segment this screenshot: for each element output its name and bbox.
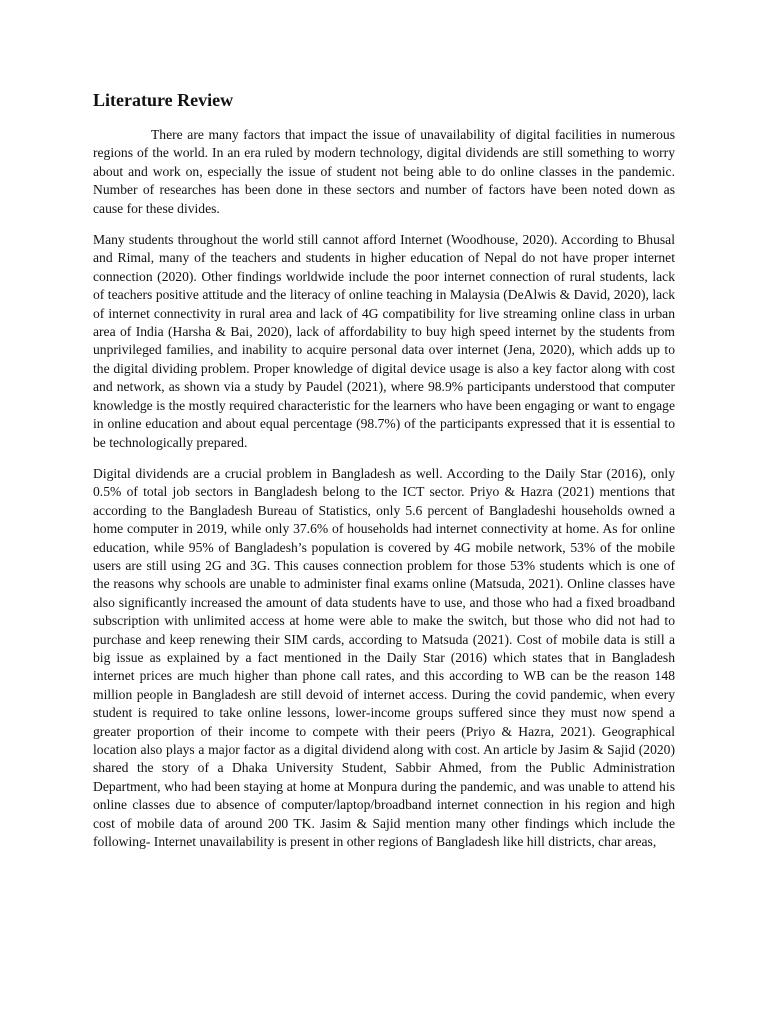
paragraph-global-findings: Many students throughout the world still cannot afford Internet (Woodhouse, 2020). According to Bhusal and Rimal, many of the teachers and students in higher education of Nepal do not have proper internet connection (2020). Other findings worldwide include the poor internet connection of rural students, lack of teachers positive attitude and the literacy of online teaching in Malaysia (DeAlwis & David, 2020), lack of internet connectivity in rural area and lack of 4G compatibility for live streaming online class in urban area of India (Harsha & Bai, 2020), lack of affordability to buy high speed internet by the students from unprivileged families, and inability to acquire personal data over internet (Jena, 2020), which adds up to the digital dividing problem. Proper knowledge of digital device usage is also a key factor along with cost and network, as shown via a study by Paudel (2021), where 98.9% participants understood that computer knowledge is the mostly required characteristic for the learners who have been engaging or want to engage in online education and about equal percentage (98.7%) of the participants expressed that it is essential to be technologically prepared. bbox=[93, 232, 675, 450]
paragraph-intro: There are many factors that impact the issue of unavailability of digital facilities in numerous regions of the world. In an era ruled by modern technology, digital dividends are still something to worry about and work on, especially the issue of student not being able to do online classes in the pandemic. Number of researches has been done in these sectors and number of factors have been noted down as cause for these divides. bbox=[93, 127, 675, 216]
document-page bbox=[93, 86, 675, 864]
paragraph-bangladesh: Digital dividends are a crucial problem in Bangladesh as well. According to the Daily Star (2016), only 0.5% of total job sectors in Bangladesh belong to the ICT sector. Priyo & Hazra (2021) mentions that according to the Bangladesh Bureau of Statistics, only 5.6 percent of Bangladeshi households owned a home computer in 2019, while only 37.6% of households had internet connectivity at home. As for online education, while 95% of Bangladesh’s population is covered by 4G mobile network, 53% of the mobile users are still using 2G and 3G. This causes connection problem for those 53% students which is one of the reasons why schools are unable to administer final exams online (Matsuda, 2021). Online classes have also significantly increased the amount of data students have to use, and those who had a fixed broadband subscription with unlimited access at home were able to make the switch, but those who did not had to purchase and keep renewing their SIM cards, according to Matsuda (2021). Cost of mobile data is still a big issue as explained by a fact mentioned in the Daily Star (2016) which states that in Bangladesh internet prices are much higher than phone call rates, and this according to WB can be the reason 148 million people in Bangladesh are still devoid of internet access. During the covid pandemic, when every student is required to take online lessons, lower-income groups suffered since they must now spend a greater proportion of their income to compete with their peers (Priyo & Hazra, 2021). Geographical location also plays a major factor as a digital dividend along with cost. An article by Jasim & Sajid (2020) shared the story of a Dhaka University Student, Sabbir Ahmed, from the Public Administration Department, who had been staying at home at Monpura during the pandemic, and was unable to attend his online classes due to absence of computer/laptop/broadband internet connection in his region and high cost of mobile data of around 200 TK. Jasim & Sajid mention many other findings which include the following- Internet unavailability is present in other regions of Bangladesh like hill districts, char areas, bbox=[93, 465, 675, 850]
section-heading: Literature Review bbox=[93, 90, 234, 110]
